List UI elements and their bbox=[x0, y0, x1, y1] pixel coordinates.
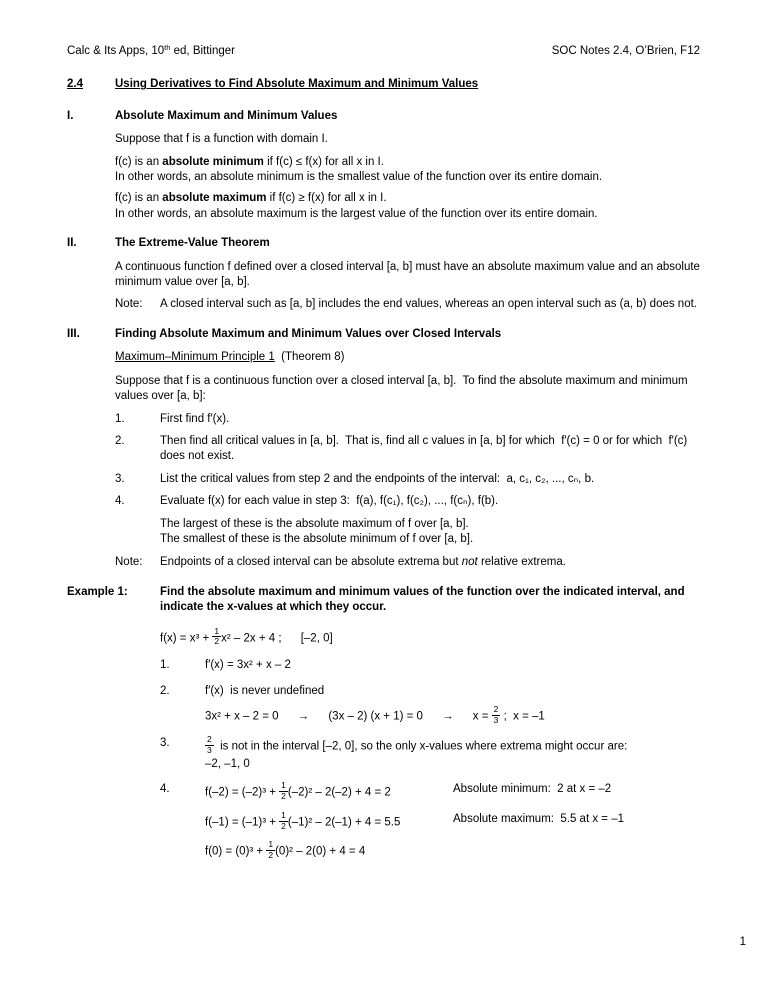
step-text: Evaluate f(x) for each value in step 3: f(a), f(c₁), f(c₂), ..., f(cₙ), f(b). bbox=[160, 495, 499, 508]
principle-step-2 bbox=[115, 434, 700, 465]
step-text: First find f′(x). bbox=[160, 412, 230, 425]
page-header bbox=[67, 44, 700, 59]
doc-title-text: Using Derivatives to Find Absolute Maximum and Minimum Values bbox=[115, 78, 479, 91]
domain-intro: Suppose that f is a function with domain I. bbox=[115, 133, 328, 146]
section-finding-extrema bbox=[67, 327, 700, 571]
section-2-label: II. bbox=[67, 237, 77, 250]
note-label: Note: bbox=[115, 298, 143, 311]
example-1 bbox=[67, 585, 700, 881]
doc-title bbox=[67, 77, 700, 92]
evaluation-row bbox=[205, 809, 700, 833]
closed-interval-note bbox=[115, 297, 700, 312]
principle-step-1 bbox=[115, 412, 700, 427]
header-left-text: Calc & Its Apps, 10th ed, Bittinger bbox=[67, 43, 236, 57]
abs-max-explanation: In other words, an absolute maximum is the largest value of the function over its entire domain. bbox=[115, 207, 598, 220]
undefined-line: f′(x) is never undefined bbox=[205, 684, 325, 697]
step-4-conclusions bbox=[115, 517, 700, 548]
example-prompt: Find the absolute maximum and minimum values of the function over the indicated interval, and indicate the x-values at which they occur. bbox=[160, 585, 688, 614]
smallest-line: The smallest of these is the absolute minimum of f over [a, b]. bbox=[160, 532, 474, 545]
note-text: A closed interval such as [a, b] includes the end values, whereas an open interval such as (a, b) does not. bbox=[160, 298, 697, 311]
section-2-heading: The Extreme-Value Theorem bbox=[115, 237, 270, 250]
step-number: 1. bbox=[115, 412, 125, 425]
interval-check-line: $\frac{2}{3}$ is not in the interval [–2, 0], so the only x-values where extrema might occur are: bbox=[207, 734, 628, 756]
step-number: 3. bbox=[160, 737, 170, 750]
step-number: 4. bbox=[160, 783, 170, 796]
note-text: Endpoints of a closed interval can be absolute extrema but not relative extrema. bbox=[160, 556, 566, 569]
example-step-3 bbox=[160, 736, 700, 772]
candidate-values-line: –2, –1, 0 bbox=[205, 757, 250, 770]
critical-values-line: 3x² + x – 2 = 0 → (3x – 2) (x + 1) = 0 → x = $\frac{2}{3}$ ; x = –1 bbox=[205, 703, 545, 725]
doc-title-number: 2.4 bbox=[67, 78, 83, 91]
principle-step-3 bbox=[115, 472, 700, 487]
section-absolute-extrema bbox=[67, 109, 700, 222]
section-extreme-value-theorem bbox=[67, 236, 704, 313]
step-number: 2. bbox=[115, 434, 125, 447]
principle-step-4 bbox=[115, 494, 700, 509]
step-number: 1. bbox=[160, 659, 170, 672]
section-1-heading: Absolute Maximum and Minimum Values bbox=[115, 109, 338, 122]
eval-result: Absolute maximum: 5.5 at x = –1 bbox=[453, 812, 624, 825]
eval-result: Absolute minimum: 2 at x = –2 bbox=[453, 783, 612, 796]
section-1-label: I. bbox=[67, 109, 74, 122]
abs-max-definition: f(c) is an absolute maximum if f(c) ≥ f(x) for all x in I. bbox=[115, 192, 387, 205]
header-right-text: SOC Notes 2.4, O’Brien, F12 bbox=[551, 45, 700, 57]
principle-intro: Suppose that f is a continuous function over a closed interval [a, b]. To find the absolute maximum and minimum values over [a, b]: bbox=[115, 374, 691, 403]
example-step-1 bbox=[160, 658, 700, 673]
eval-expression: f(–2) = (–2)³ + $\frac{1}{2}$ (–2)² – 2(–2) + 4 = 2 bbox=[205, 780, 391, 802]
function-definition: f(x) = x³ + $\frac{1}{2}$ x² – 2x + 4 ; [–2, 0] bbox=[160, 625, 333, 647]
step-text: Then find all critical values in [a, b]. That is, find all c values in [a, b] for which f′(c) = 0 or for which f′(c) does not exist. bbox=[160, 434, 694, 463]
step-number: 3. bbox=[115, 472, 125, 485]
step-text: List the critical values from step 2 and the endpoints of the interval: a, c₁, c₂, ..., cₙ, b. bbox=[160, 472, 595, 485]
evt-statement: A continuous function f defined over a closed interval [a, b] must have an absolute maximum value and an absolute minimum value over [a, b]. bbox=[115, 260, 704, 289]
abs-min-definition: f(c) is an absolute minimum if f(c) ≤ f(x) for all x in I. bbox=[115, 155, 384, 168]
page-number: 1 bbox=[739, 935, 746, 948]
largest-line: The largest of these is the absolute maximum of f over [a, b]. bbox=[160, 517, 469, 530]
fraction: $\frac{1}{2}$ bbox=[214, 625, 220, 647]
endpoints-note bbox=[115, 555, 700, 570]
principle-title: Maximum–Minimum Principle 1 (Theorem 8) bbox=[115, 351, 345, 364]
fraction: $\frac{2}{3}$ bbox=[207, 734, 212, 756]
eval-expression: f(0) = (0)³ + $\frac{1}{2}$ (0)² – 2(0) + 4 = 4 bbox=[205, 839, 366, 861]
derivative-line: f′(x) = 3x² + x – 2 bbox=[205, 659, 291, 672]
example-step-4 bbox=[160, 782, 700, 871]
section-3-heading: Finding Absolute Maximum and Minimum Values over Closed Intervals bbox=[115, 327, 502, 340]
fraction: $\frac{2}{3}$ bbox=[493, 703, 499, 725]
eval-expression: f(–1) = (–1)³ + $\frac{1}{2}$ (–1)² – 2(–1) + 4 = 5.5 bbox=[205, 809, 401, 831]
step-number: 4. bbox=[115, 495, 125, 508]
fraction: $\frac{1}{2}$ bbox=[268, 839, 274, 861]
section-3-label: III. bbox=[67, 327, 80, 340]
fraction: $\frac{1}{2}$ bbox=[281, 780, 286, 802]
abs-min-explanation: In other words, an absolute minimum is the smallest value of the function over its entire domain. bbox=[115, 171, 603, 184]
fraction: $\frac{1}{2}$ bbox=[281, 809, 286, 831]
example-label: Example 1: bbox=[67, 585, 128, 598]
evaluation-row bbox=[205, 841, 700, 862]
example-step-2 bbox=[160, 684, 700, 727]
step-number: 2. bbox=[160, 684, 170, 697]
evaluation-row bbox=[205, 782, 700, 803]
note-label: Note: bbox=[115, 556, 143, 569]
